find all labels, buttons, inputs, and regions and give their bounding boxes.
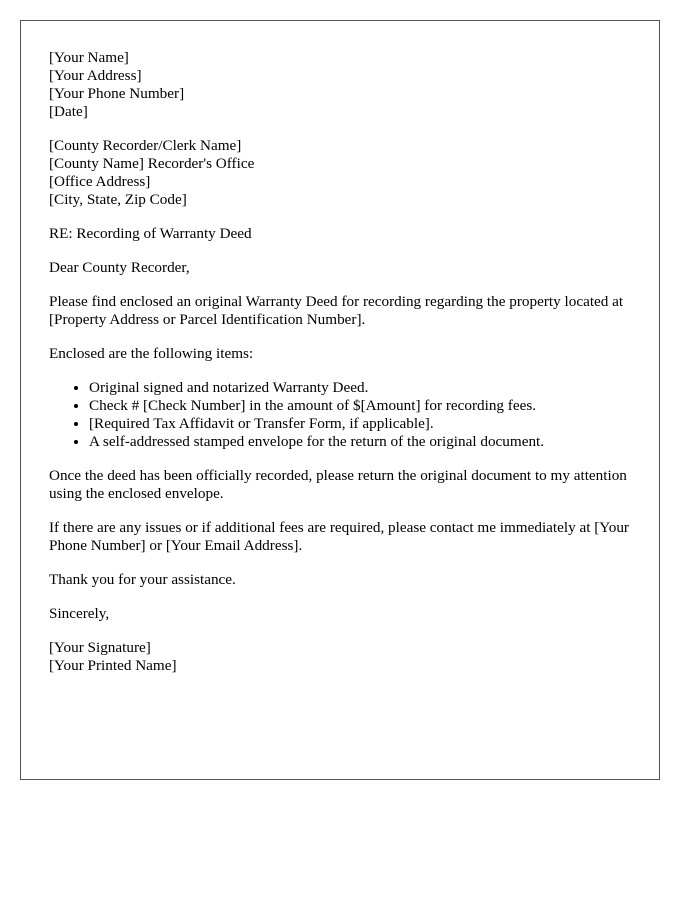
body-paragraph-intro: Please find enclosed an original Warranty Deed for recording regarding the property located at [Property Address or Parcel Identification Number]. [49, 293, 624, 328]
printed-name: [Your Printed Name] [49, 657, 177, 674]
sender-block [49, 49, 639, 121]
sender-phone: [Your Phone Number] [49, 85, 185, 102]
list-item: • A self-addressed stamped envelope for the return of the original document. [89, 433, 639, 451]
recipient-city-state-zip: [City, State, Zip Code] [49, 191, 187, 208]
letter-content [49, 49, 639, 691]
enclosed-items-list [49, 379, 639, 451]
recipient-block [49, 137, 639, 209]
body-paragraph-return: Once the deed has been officially recorded, please return the original document to my attention using the enclosed envelope. [49, 467, 627, 502]
list-item: • Original signed and notarized Warranty Deed. [89, 379, 639, 397]
letter-page [20, 20, 660, 780]
recipient-office: [County Name] Recorder's Office [49, 155, 255, 172]
subject-line: RE: Recording of Warranty Deed [49, 225, 252, 242]
body-paragraph-contact: If there are any issues or if additional fees are required, please contact me immediately at [Your Phone Number] or [Your Email Address]. [49, 519, 629, 554]
signature-block [49, 639, 639, 675]
signature-line: [Your Signature] [49, 639, 151, 656]
thanks-line: Thank you for your assistance. [49, 571, 236, 588]
sender-address: [Your Address] [49, 67, 142, 84]
recipient-name: [County Recorder/Clerk Name] [49, 137, 242, 154]
salutation: Dear County Recorder, [49, 259, 190, 276]
list-item: • [Required Tax Affidavit or Transfer Form, if applicable]. [89, 415, 639, 433]
recipient-address: [Office Address] [49, 173, 151, 190]
list-item: • Check # [Check Number] in the amount of $[Amount] for recording fees. [89, 397, 639, 415]
closing: Sincerely, [49, 605, 110, 622]
letter-date: [Date] [49, 103, 88, 120]
sender-name: [Your Name] [49, 49, 129, 66]
items-intro: Enclosed are the following items: [49, 345, 254, 362]
